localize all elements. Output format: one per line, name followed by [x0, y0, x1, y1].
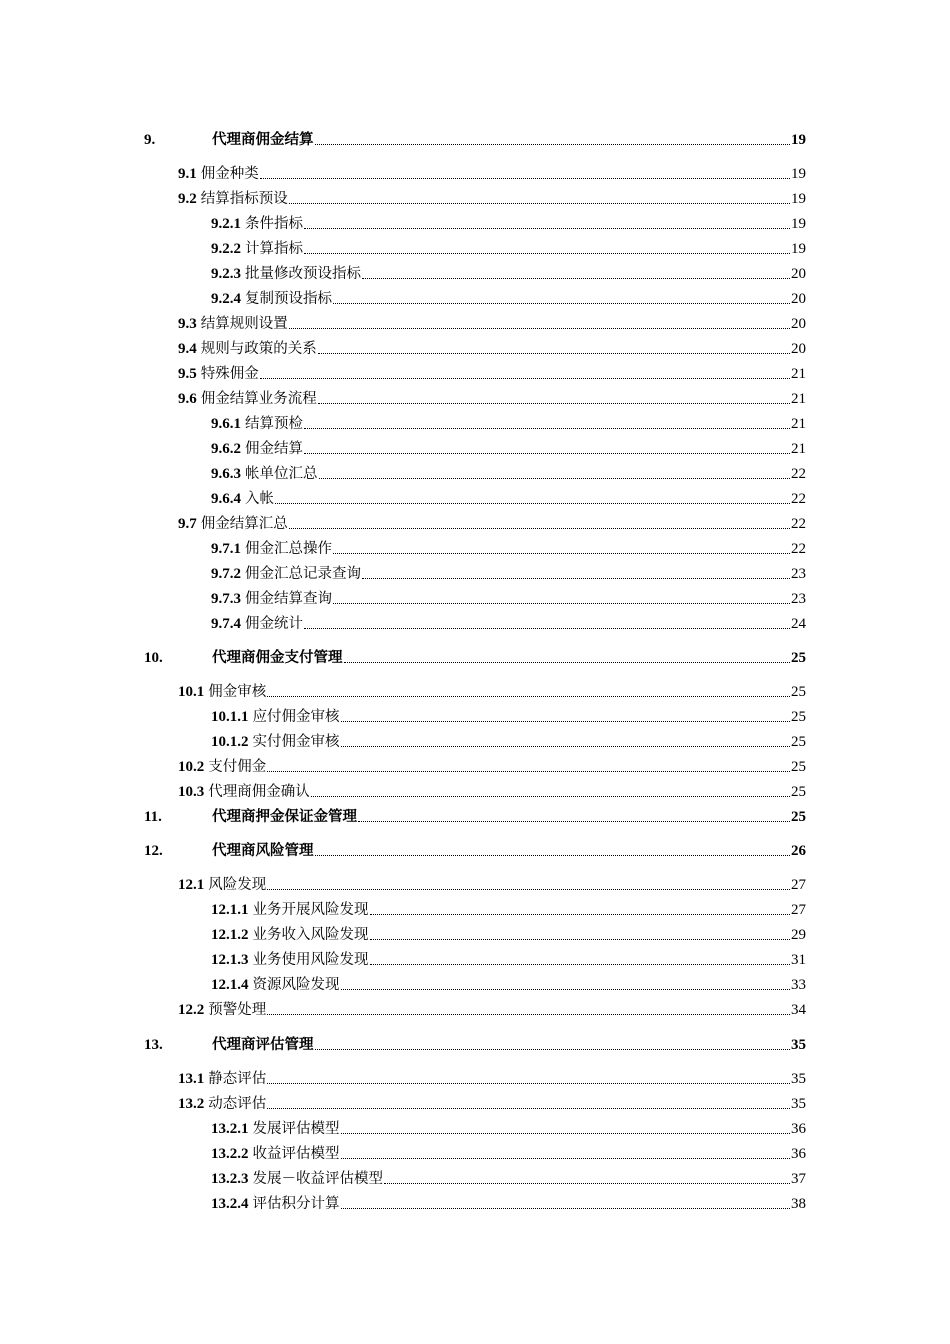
toc-entry-page-number: 22	[791, 516, 806, 532]
toc-entry-level-3[interactable]	[211, 261, 806, 283]
toc-entry-lead	[178, 390, 791, 408]
toc-entry-title: 预警处理	[208, 1002, 267, 1018]
toc-entry-number: 12.1.4	[211, 977, 249, 993]
toc-entry-number: 9.1	[178, 166, 197, 182]
toc-entry-level-3[interactable]	[211, 436, 806, 458]
toc-entry-lead	[211, 290, 791, 308]
toc-entry-title: 代理商押金保证金管理	[212, 809, 357, 825]
toc-entry-title: 代理商佣金确认	[208, 784, 310, 800]
toc-entry-page-number: 34	[791, 1002, 806, 1018]
toc-dot-leader	[318, 402, 790, 404]
toc-entry-number: 9.6.1	[211, 416, 241, 432]
toc-entry-title: 帐单位汇总	[245, 466, 318, 482]
toc-dot-leader	[275, 502, 790, 504]
toc-entry-lead	[211, 708, 791, 726]
toc-entry-page-number: 21	[791, 366, 806, 382]
toc-entry-page-number: 25	[791, 759, 806, 775]
toc-entry-level-3[interactable]	[211, 922, 806, 944]
toc-entry-level-3[interactable]	[211, 236, 806, 258]
toc-dot-leader	[341, 720, 791, 722]
toc-entry-level-3[interactable]	[211, 611, 806, 633]
toc-entry-page-number: 20	[791, 266, 806, 282]
toc-entry-level-3[interactable]	[211, 586, 806, 608]
toc-entry-page-number: 21	[791, 416, 806, 432]
toc-dot-leader	[362, 577, 790, 579]
toc-entry-level-3[interactable]	[211, 1116, 806, 1138]
toc-entry-number: 13.	[144, 1037, 163, 1053]
toc-entry-page-number: 25	[791, 709, 806, 725]
toc-dot-leader	[358, 820, 790, 822]
toc-entry-title: 佣金结算业务流程	[200, 391, 317, 407]
toc-dot-leader	[289, 202, 790, 204]
toc-entry-page-number: 19	[791, 241, 806, 257]
toc-entry-lead	[211, 215, 791, 233]
toc-entry-level-2[interactable]	[178, 997, 806, 1019]
toc-entry-title: 发展－收益评估模型	[252, 1171, 383, 1187]
toc-entry-lead	[178, 1070, 791, 1088]
toc-entry-number: 9.3	[178, 316, 197, 332]
toc-dot-leader	[333, 302, 790, 304]
toc-entry-page-number: 23	[791, 591, 806, 607]
toc-entry-page-number: 19	[791, 166, 806, 182]
toc-entry-page-number: 24	[791, 616, 806, 632]
toc-entry-page-number: 23	[791, 566, 806, 582]
toc-entry-level-3[interactable]	[211, 1166, 806, 1188]
toc-entry-title: 结算规则设置	[200, 316, 288, 332]
toc-entry-title: 佣金结算	[245, 441, 303, 457]
toc-entry-number: 12.1.2	[211, 927, 249, 943]
toc-entry-page-number: 35	[791, 1037, 806, 1053]
toc-entry-title: 代理商佣金结算	[212, 132, 314, 148]
toc-entry-level-2[interactable]	[178, 161, 806, 183]
toc-entry-title: 批量修改预设指标	[245, 266, 361, 282]
toc-dot-leader	[341, 745, 791, 747]
toc-entry-page-number: 25	[791, 784, 806, 800]
toc-entry-number: 13.2.1	[211, 1121, 249, 1137]
toc-entry-page-number: 25	[791, 684, 806, 700]
toc-entry-page-number: 31	[791, 952, 806, 968]
toc-entry-title: 复制预设指标	[245, 291, 332, 307]
toc-entry-page-number: 38	[791, 1196, 806, 1212]
toc-entry-number: 10.2	[178, 759, 205, 775]
toc-entry-title: 资源风险发现	[252, 977, 340, 993]
toc-entry-number: 10.1	[178, 684, 205, 700]
toc-entry-lead	[178, 365, 791, 383]
toc-entry-lead	[211, 615, 791, 633]
toc-entry-lead	[178, 315, 791, 333]
toc-dot-leader	[289, 527, 790, 529]
toc-entry-title: 代理商风险管理	[212, 843, 314, 859]
toc-entry-number: 9.2	[178, 191, 197, 207]
toc-entry-page-number: 22	[791, 491, 806, 507]
toc-entry-level-2[interactable]	[178, 336, 806, 358]
toc-entry-number: 9.7.4	[211, 616, 241, 632]
toc-entry-number: 12.1.1	[211, 902, 249, 918]
toc-entry-lead	[178, 515, 791, 533]
toc-entry-lead	[178, 783, 791, 801]
toc-entry-page-number: 27	[791, 902, 806, 918]
toc-entry-number: 9.7.1	[211, 541, 241, 557]
toc-dot-leader	[267, 1107, 790, 1109]
toc-dot-leader	[341, 1132, 791, 1134]
toc-entry-number: 13.1	[178, 1071, 205, 1087]
toc-entry-page-number: 36	[791, 1146, 806, 1162]
toc-entry-lead	[178, 165, 791, 183]
toc-entry-lead	[211, 1170, 791, 1188]
toc-entry-level-3[interactable]	[211, 972, 806, 994]
toc-entry-level-2[interactable]	[178, 1091, 806, 1113]
toc-entry-lead	[211, 976, 791, 994]
toc-dot-leader	[304, 227, 790, 229]
toc-entry-number: 13.2.3	[211, 1171, 249, 1187]
toc-dot-leader	[333, 602, 790, 604]
toc-entry-number: 9.2.1	[211, 216, 241, 232]
toc-entry-lead	[211, 440, 791, 458]
toc-entry-title: 业务收入风险发现	[252, 927, 369, 943]
toc-entry-lead	[178, 190, 791, 208]
toc-entry-number: 11.	[144, 809, 162, 825]
toc-entry-number: 10.1.2	[211, 734, 249, 750]
toc-entry-number: 9.6.4	[211, 491, 241, 507]
toc-entry-number: 13.2.2	[211, 1146, 249, 1162]
toc-entry-title: 发展评估模型	[252, 1121, 340, 1137]
toc-entry-page-number: 35	[791, 1071, 806, 1087]
toc-entry-number: 13.2.4	[211, 1196, 249, 1212]
toc-entry-title: 佣金汇总记录查询	[245, 566, 361, 582]
toc-entry-lead	[178, 758, 791, 776]
toc-entry-number: 9.6	[178, 391, 197, 407]
toc-dot-leader	[260, 377, 790, 379]
toc-entry-title: 结算预检	[245, 416, 303, 432]
toc-entry-title: 业务使用风险发现	[252, 952, 369, 968]
toc-entry-lead	[144, 842, 791, 860]
toc-entry-title: 特殊佣金	[200, 366, 259, 382]
toc-entry-page-number: 21	[791, 391, 806, 407]
toc-entry-page-number: 27	[791, 877, 806, 893]
toc-entry-number: 9.6.3	[211, 466, 241, 482]
toc-entry-number: 13.2	[178, 1096, 205, 1112]
toc-entry-level-2[interactable]	[178, 186, 806, 208]
toc-entry-level-1[interactable]	[144, 127, 806, 149]
toc-entry-number: 9.7.3	[211, 591, 241, 607]
toc-entry-number: 9.2.4	[211, 291, 241, 307]
toc-entry-title: 代理商评估管理	[212, 1037, 314, 1053]
toc-entry-page-number: 21	[791, 441, 806, 457]
toc-entry-page-number: 19	[791, 191, 806, 207]
toc-entry-title: 结算指标预设	[200, 191, 288, 207]
toc-entry-page-number: 20	[791, 316, 806, 332]
toc-entry-number: 9.7	[178, 516, 197, 532]
toc-entry-level-3[interactable]	[211, 461, 806, 483]
toc-entry-lead	[211, 540, 791, 558]
toc-entry-lead	[144, 649, 791, 667]
toc-entry-lead	[211, 1195, 791, 1213]
toc-entry-page-number: 19	[791, 216, 806, 232]
toc-entry-number: 9.2.2	[211, 241, 241, 257]
toc-entry-title: 支付佣金	[208, 759, 267, 775]
toc-dot-leader	[260, 177, 790, 179]
toc-entry-lead	[211, 901, 791, 919]
toc-entry-lead	[144, 131, 791, 149]
toc-entry-page-number: 22	[791, 466, 806, 482]
toc-dot-leader	[304, 627, 790, 629]
toc-entry-number: 9.6.2	[211, 441, 241, 457]
toc-entry-lead	[144, 1036, 791, 1054]
toc-entry-title: 风险发现	[208, 877, 267, 893]
toc-entry-level-1[interactable]	[144, 645, 806, 667]
toc-dot-leader	[267, 888, 790, 890]
toc-dot-leader	[289, 327, 790, 329]
toc-entry-level-2[interactable]	[178, 311, 806, 333]
toc-dot-leader	[370, 913, 791, 915]
toc-entry-title: 佣金汇总操作	[245, 541, 332, 557]
toc-entry-level-1[interactable]	[144, 838, 806, 860]
toc-entry-title: 入帐	[245, 491, 274, 507]
toc-dot-leader	[370, 938, 791, 940]
toc-entry-title: 佣金结算汇总	[200, 516, 288, 532]
toc-dot-leader	[341, 1157, 791, 1159]
toc-dot-leader	[362, 277, 790, 279]
toc-entry-lead	[211, 240, 791, 258]
toc-entry-title: 收益评估模型	[252, 1146, 340, 1162]
toc-entry-number: 9.	[144, 132, 156, 148]
toc-entry-level-2[interactable]	[178, 361, 806, 383]
toc-entry-level-3[interactable]	[211, 729, 806, 751]
toc-entry-number: 9.4	[178, 341, 197, 357]
toc-entry-page-number: 37	[791, 1171, 806, 1187]
toc-entry-title: 代理商佣金支付管理	[212, 650, 343, 666]
toc-dot-leader	[315, 854, 791, 856]
toc-entry-number: 9.7.2	[211, 566, 241, 582]
toc-entry-lead	[178, 1001, 791, 1019]
toc-entry-level-3[interactable]	[211, 536, 806, 558]
toc-entry-page-number: 25	[791, 650, 806, 666]
toc-entry-page-number: 19	[791, 132, 806, 148]
toc-entry-level-3[interactable]	[211, 897, 806, 919]
toc-entry-level-3[interactable]	[211, 411, 806, 433]
toc-dot-leader	[267, 770, 790, 772]
toc-dot-leader	[315, 143, 791, 145]
toc-entry-level-3[interactable]	[211, 486, 806, 508]
toc-entry-title: 规则与政策的关系	[200, 341, 317, 357]
toc-entry-number: 9.5	[178, 366, 197, 382]
toc-entry-number: 9.2.3	[211, 266, 241, 282]
toc-entry-number: 10.	[144, 650, 163, 666]
toc-dot-leader	[315, 1048, 791, 1050]
toc-entry-lead	[144, 808, 791, 826]
toc-entry-level-3[interactable]	[211, 286, 806, 308]
toc-entry-level-2[interactable]	[178, 386, 806, 408]
toc-entry-title: 佣金种类	[200, 166, 259, 182]
toc-entry-page-number: 29	[791, 927, 806, 943]
toc-entry-page-number: 22	[791, 541, 806, 557]
toc-entry-page-number: 20	[791, 291, 806, 307]
toc-dot-leader	[318, 352, 790, 354]
toc-entry-level-2[interactable]	[178, 779, 806, 801]
toc-dot-leader	[384, 1182, 790, 1184]
toc-entry-title: 静态评估	[208, 1071, 267, 1087]
toc-dot-leader	[267, 1082, 790, 1084]
toc-dot-leader	[267, 695, 790, 697]
toc-entry-lead	[211, 590, 791, 608]
toc-entry-level-3[interactable]	[211, 1191, 806, 1213]
toc-entry-lead	[211, 1120, 791, 1138]
toc-entry-level-1[interactable]	[144, 1032, 806, 1054]
toc-entry-lead	[178, 876, 791, 894]
toc-entry-lead	[211, 490, 791, 508]
toc-entry-number: 12.	[144, 843, 163, 859]
toc-dot-leader	[304, 452, 790, 454]
toc-entry-page-number: 33	[791, 977, 806, 993]
toc-entry-number: 10.1.1	[211, 709, 249, 725]
toc-entry-lead	[211, 1145, 791, 1163]
toc-entry-title: 条件指标	[245, 216, 303, 232]
toc-entry-level-1[interactable]	[144, 804, 806, 826]
toc-entry-number: 12.1	[178, 877, 205, 893]
toc-entry-title: 实付佣金审核	[252, 734, 340, 750]
toc-entry-level-3[interactable]	[211, 704, 806, 726]
toc-entry-level-3[interactable]	[211, 561, 806, 583]
toc-entry-lead	[178, 683, 791, 701]
toc-entry-number: 12.2	[178, 1002, 205, 1018]
toc-entry-title: 佣金统计	[245, 616, 303, 632]
toc-entry-lead	[211, 951, 791, 969]
toc-dot-leader	[319, 477, 791, 479]
toc-entry-lead	[178, 340, 791, 358]
toc-entry-title: 业务开展风险发现	[252, 902, 369, 918]
toc-entry-lead	[211, 926, 791, 944]
toc-entry-level-2[interactable]	[178, 754, 806, 776]
toc-entry-number: 12.1.3	[211, 952, 249, 968]
toc-entry-lead	[211, 565, 791, 583]
toc-entry-title: 动态评估	[208, 1096, 267, 1112]
toc-entry-page-number: 25	[791, 809, 806, 825]
toc-dot-leader	[304, 252, 790, 254]
toc-dot-leader	[341, 988, 791, 990]
toc-dot-leader	[333, 552, 790, 554]
toc-entry-lead	[211, 415, 791, 433]
toc-entry-title: 佣金结算查询	[245, 591, 332, 607]
toc-entry-level-2[interactable]	[178, 872, 806, 894]
toc-dot-leader	[311, 795, 790, 797]
toc-entry-page-number: 35	[791, 1096, 806, 1112]
toc-entry-level-3[interactable]	[211, 211, 806, 233]
toc-dot-leader	[304, 427, 790, 429]
toc-dot-leader	[370, 963, 791, 965]
toc-dot-leader	[344, 661, 791, 663]
toc-entry-lead	[211, 465, 791, 483]
toc-entry-level-3[interactable]	[211, 1141, 806, 1163]
toc-entry-title: 评估积分计算	[252, 1196, 340, 1212]
toc-entry-page-number: 26	[791, 843, 806, 859]
toc-dot-leader	[341, 1207, 791, 1209]
toc-entry-page-number: 25	[791, 734, 806, 750]
toc-dot-leader	[267, 1013, 790, 1015]
toc-entry-level-2[interactable]	[178, 1066, 806, 1088]
toc-entry-title: 计算指标	[245, 241, 303, 257]
toc-entry-page-number: 20	[791, 341, 806, 357]
toc-entry-level-2[interactable]	[178, 511, 806, 533]
toc-entry-number: 10.3	[178, 784, 205, 800]
toc-entry-level-3[interactable]	[211, 947, 806, 969]
toc-entry-lead	[211, 733, 791, 751]
toc-entry-page-number: 36	[791, 1121, 806, 1137]
toc-entry-level-2[interactable]	[178, 679, 806, 701]
toc-entry-lead	[211, 265, 791, 283]
toc-entry-lead	[178, 1095, 791, 1113]
toc-entry-title: 佣金审核	[208, 684, 267, 700]
toc-entry-title: 应付佣金审核	[252, 709, 340, 725]
